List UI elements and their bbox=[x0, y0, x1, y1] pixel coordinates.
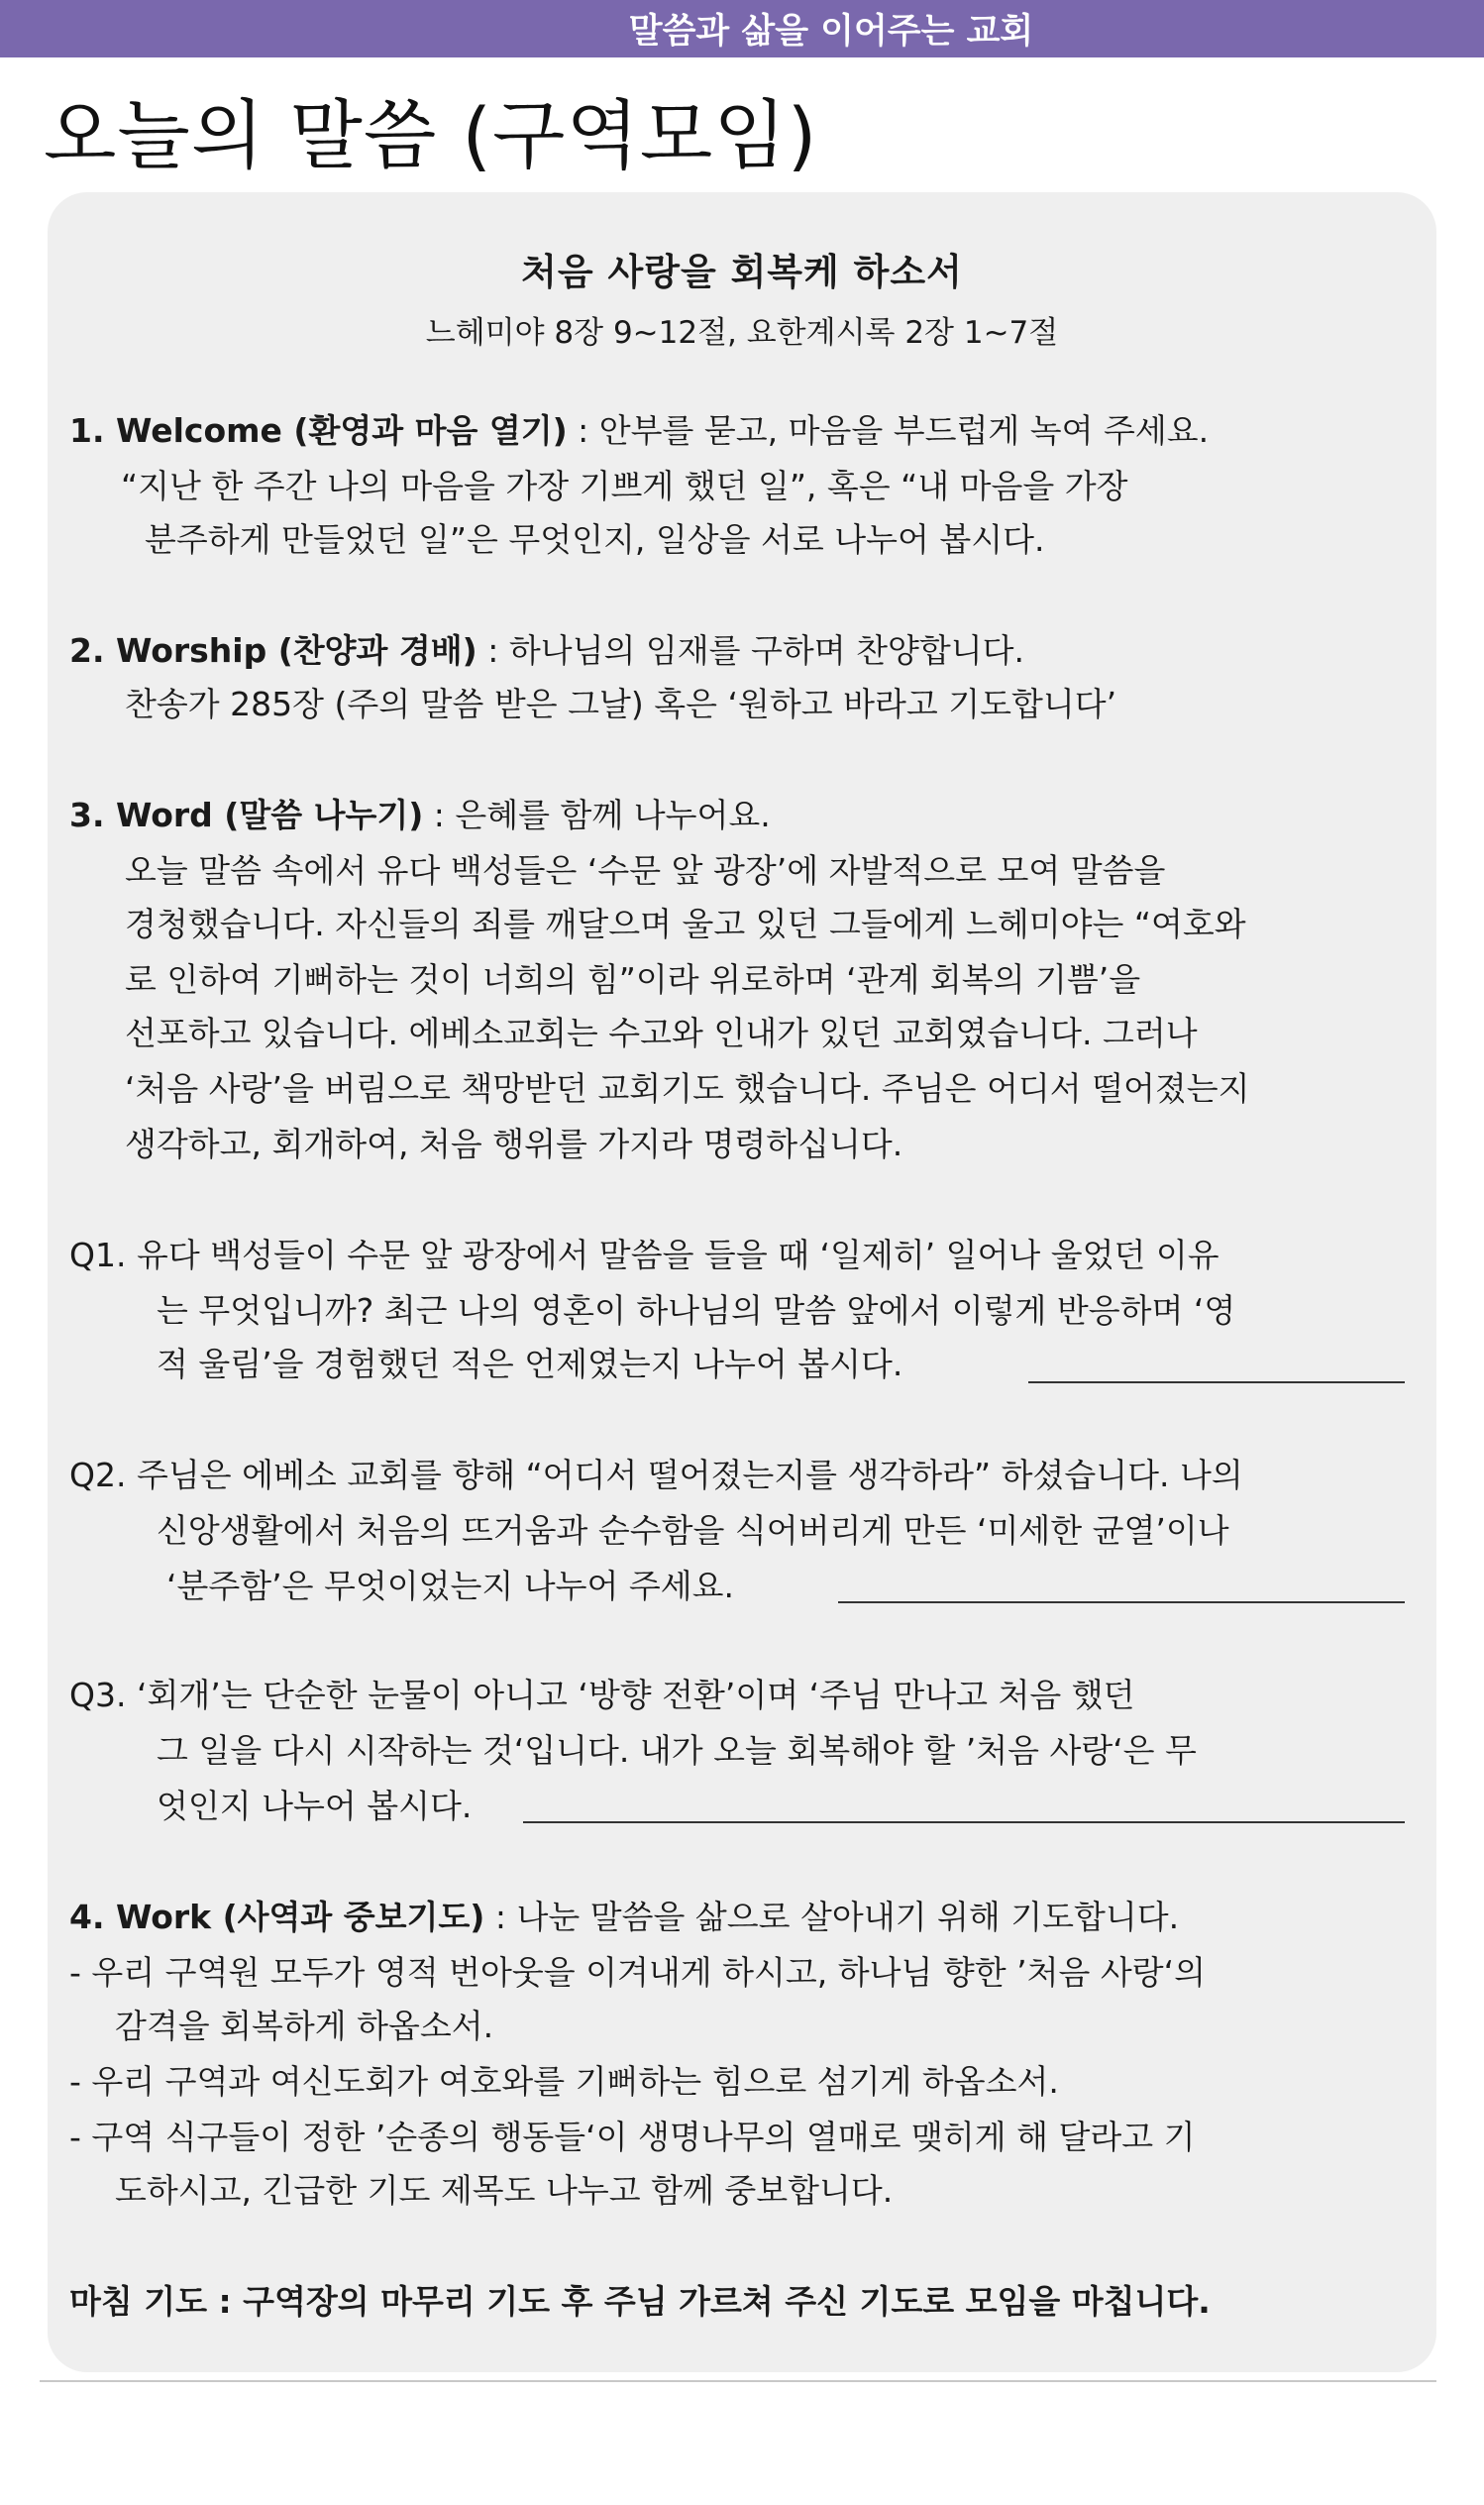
banner-text: 말씀과 삶을 이어주는 교회 bbox=[628, 12, 1034, 52]
q1-answer-line bbox=[1028, 1381, 1405, 1383]
work-text: 감격을 회복하게 하옵소서. bbox=[115, 2007, 494, 2045]
q2-text: 신앙생활에서 처음의 뜨거움과 순수함을 식어버리게 만든 ‘미세한 균열’이나 bbox=[157, 1511, 1229, 1550]
page-title: 오늘의 말씀 (구역모임) bbox=[44, 91, 818, 179]
worship-line bbox=[69, 631, 1024, 670]
work-text: - 우리 구역원 모두가 영적 번아웃을 이겨내게 하시고, 하나님 향한 ’처음 사랑‘의 bbox=[69, 1953, 1206, 1992]
q2-answer-line bbox=[838, 1601, 1405, 1603]
lesson-reference: 느헤미야 8장 9~12절, 요한계시록 2장 1~7절 bbox=[425, 315, 1059, 351]
word-text: ‘처음 사랑’을 버림으로 책망받던 교회기도 했습니다. 주님은 어디서 떨어졌는지 bbox=[125, 1069, 1250, 1108]
q1-text: Q1. 유다 백성들이 수문 앞 광장에서 말씀을 들을 때 ‘일제히’ 일어나 울었던 이유 bbox=[69, 1236, 1219, 1274]
word-text: 경청했습니다. 자신들의 죄를 깨달으며 울고 있던 그들에게 느헤미야는 “여호와 bbox=[125, 905, 1246, 943]
q3-text: 엇인지 나누어 봅시다. bbox=[157, 1787, 473, 1825]
lesson-title: 처음 사랑을 회복케 하소서 bbox=[521, 251, 963, 293]
worship-heading: 2. Worship (찬양과 경배) bbox=[69, 631, 477, 670]
content-panel bbox=[48, 192, 1436, 2372]
work-text: 도하시고, 긴급한 기도 제목도 나누고 함께 중보합니다. bbox=[115, 2171, 894, 2210]
q1-text: 적 울림’을 경험했던 적은 언제였는지 나누어 봅시다. bbox=[157, 1345, 903, 1383]
word-intro: : 은혜를 함께 나누어요. bbox=[423, 796, 771, 834]
welcome-text-2: 분주하게 만들었던 일”은 무엇인지, 일상을 서로 나누어 봅시다. bbox=[145, 520, 1045, 559]
work-intro: : 나눈 말씀을 삶으로 살아내기 위해 기도합니다. bbox=[484, 1898, 1180, 1936]
word-text: 생각하고, 회개하여, 처음 행위를 가지라 명령하십니다. bbox=[125, 1125, 903, 1163]
welcome-heading: 1. Welcome (환영과 마음 열기) bbox=[69, 411, 568, 450]
q1-text: 는 무엇입니까? 최근 나의 영혼이 하나님의 말씀 앞에서 이렇게 반응하며 ‘영 bbox=[157, 1291, 1236, 1330]
word-heading: 3. Word (말씀 나누기) bbox=[69, 796, 424, 834]
word-text: 로 인하여 기뻐하는 것이 너희의 힘”이라 위로하며 ‘관계 회복의 기쁨’을 bbox=[125, 960, 1141, 999]
worship-intro: : 하나님의 임재를 구하며 찬양합니다. bbox=[477, 631, 1024, 670]
welcome-line bbox=[69, 411, 1210, 450]
welcome-intro: : 안부를 묻고, 마음을 부드럽게 녹여 주세요. bbox=[567, 411, 1210, 450]
word-line bbox=[69, 796, 771, 834]
q3-answer-line bbox=[523, 1821, 1405, 1823]
q2-text: ‘분주함’은 무엇이었는지 나누어 주세요. bbox=[166, 1567, 734, 1605]
work-text: - 구역 식구들이 정한 ’순종의 행동들‘이 생명나무의 열매로 맺히게 해 달라고 기 bbox=[69, 2118, 1196, 2156]
work-heading: 4. Work (사역과 중보기도) bbox=[69, 1898, 485, 1936]
q2-text: Q2. 주님은 에베소 교회를 향해 “어디서 떨어졌는지를 생각하라” 하셨습니다. 나의 bbox=[69, 1456, 1243, 1494]
q3-text: 그 일을 다시 시작하는 것‘입니다. 내가 오늘 회복해야 할 ’처음 사랑‘은 무 bbox=[157, 1731, 1197, 1770]
work-line bbox=[69, 1898, 1180, 1936]
q3-text: Q3. ‘회개’는 단순한 눈물이 아니고 ‘방향 전환’이며 ‘주님 만나고 처음 했던 bbox=[69, 1676, 1135, 1714]
header-banner bbox=[0, 0, 1484, 57]
word-text: 선포하고 있습니다. 에베소교회는 수고와 인내가 있던 교회였습니다. 그러나 bbox=[125, 1014, 1198, 1052]
bottom-divider bbox=[40, 2380, 1436, 2382]
worship-text-1: 찬송가 285장 (주의 말씀 받은 그날) 혹은 ‘원하고 바라고 기도합니다’ bbox=[125, 685, 1117, 723]
welcome-text-1: “지난 한 주간 나의 마음을 가장 기쁘게 했던 일”, 혹은 “내 마음을 가장 bbox=[121, 467, 1128, 505]
word-text: 오늘 말씀 속에서 유다 백성들은 ‘수문 앞 광장’에 자발적으로 모여 말씀을 bbox=[125, 851, 1166, 890]
closing-prayer: 마침 기도 : 구역장의 마무리 기도 후 주님 가르쳐 주신 기도로 모임을 마칩니다. bbox=[69, 2282, 1211, 2321]
work-text: - 우리 구역과 여신도회가 여호와를 기뻐하는 힘으로 섬기게 하옵소서. bbox=[69, 2062, 1059, 2101]
